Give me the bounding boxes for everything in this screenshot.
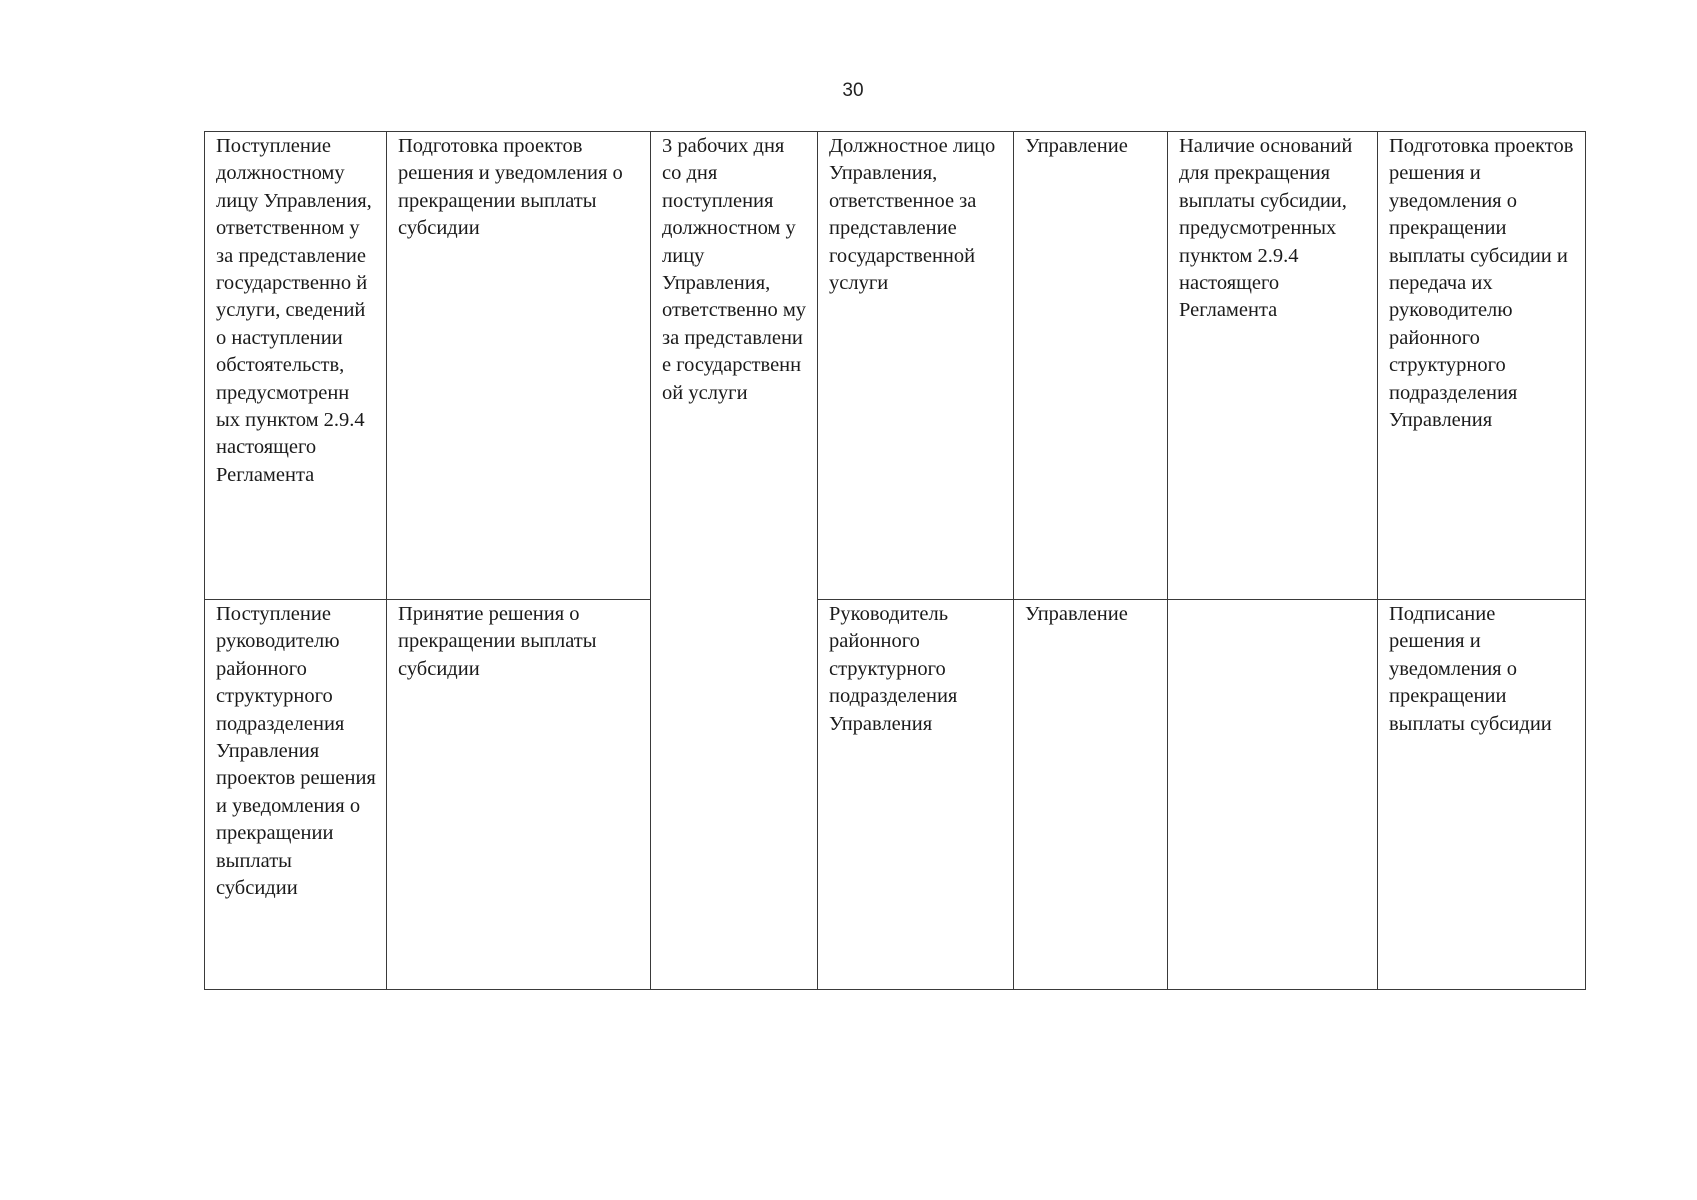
table-row bbox=[205, 132, 1586, 600]
table-cell: Руководитель районного структурного подразделения Управления bbox=[818, 600, 1014, 990]
table-row bbox=[205, 600, 1586, 990]
table-cell: Управление bbox=[1014, 132, 1168, 600]
page-number: 30 bbox=[842, 80, 864, 101]
procedure-table bbox=[204, 131, 1586, 990]
table-cell: Управление bbox=[1014, 600, 1168, 990]
table-cell: Принятие решения о прекращении выплаты субсидии bbox=[387, 600, 651, 990]
table-cell: 3 рабочих дня со дня поступления должностном у лицу Управления, ответственно му за представлени е государственн ой услуги bbox=[651, 132, 818, 990]
table-cell: Поступление должностному лицу Управления, ответственном у за представление государственно й услуги, сведений о наступлении обстоятельств, предусмотренн ых пунктом 2.9.4 настоящего Регламента bbox=[205, 132, 387, 600]
table-cell: Наличие оснований для прекращения выплаты субсидии, предусмотренных пунктом 2.9.4 настоящего Регламента bbox=[1168, 132, 1378, 600]
table-cell: Подготовка проектов решения и уведомления о прекращении выплаты субсидии и передача их руководителю районного структурного подразделения Управления bbox=[1378, 132, 1586, 600]
table-cell: Подписание решения и уведомления о прекращении выплаты субсидии bbox=[1378, 600, 1586, 990]
table-cell bbox=[1168, 600, 1378, 990]
table-cell: Подготовка проектов решения и уведомления о прекращении выплаты субсидии bbox=[387, 132, 651, 600]
table-cell: Должностное лицо Управления, ответственное за представление государственной услуги bbox=[818, 132, 1014, 600]
table-cell: Поступление руководителю районного структурного подразделения Управления проектов решения и уведомления о прекращении выплаты субсидии bbox=[205, 600, 387, 990]
